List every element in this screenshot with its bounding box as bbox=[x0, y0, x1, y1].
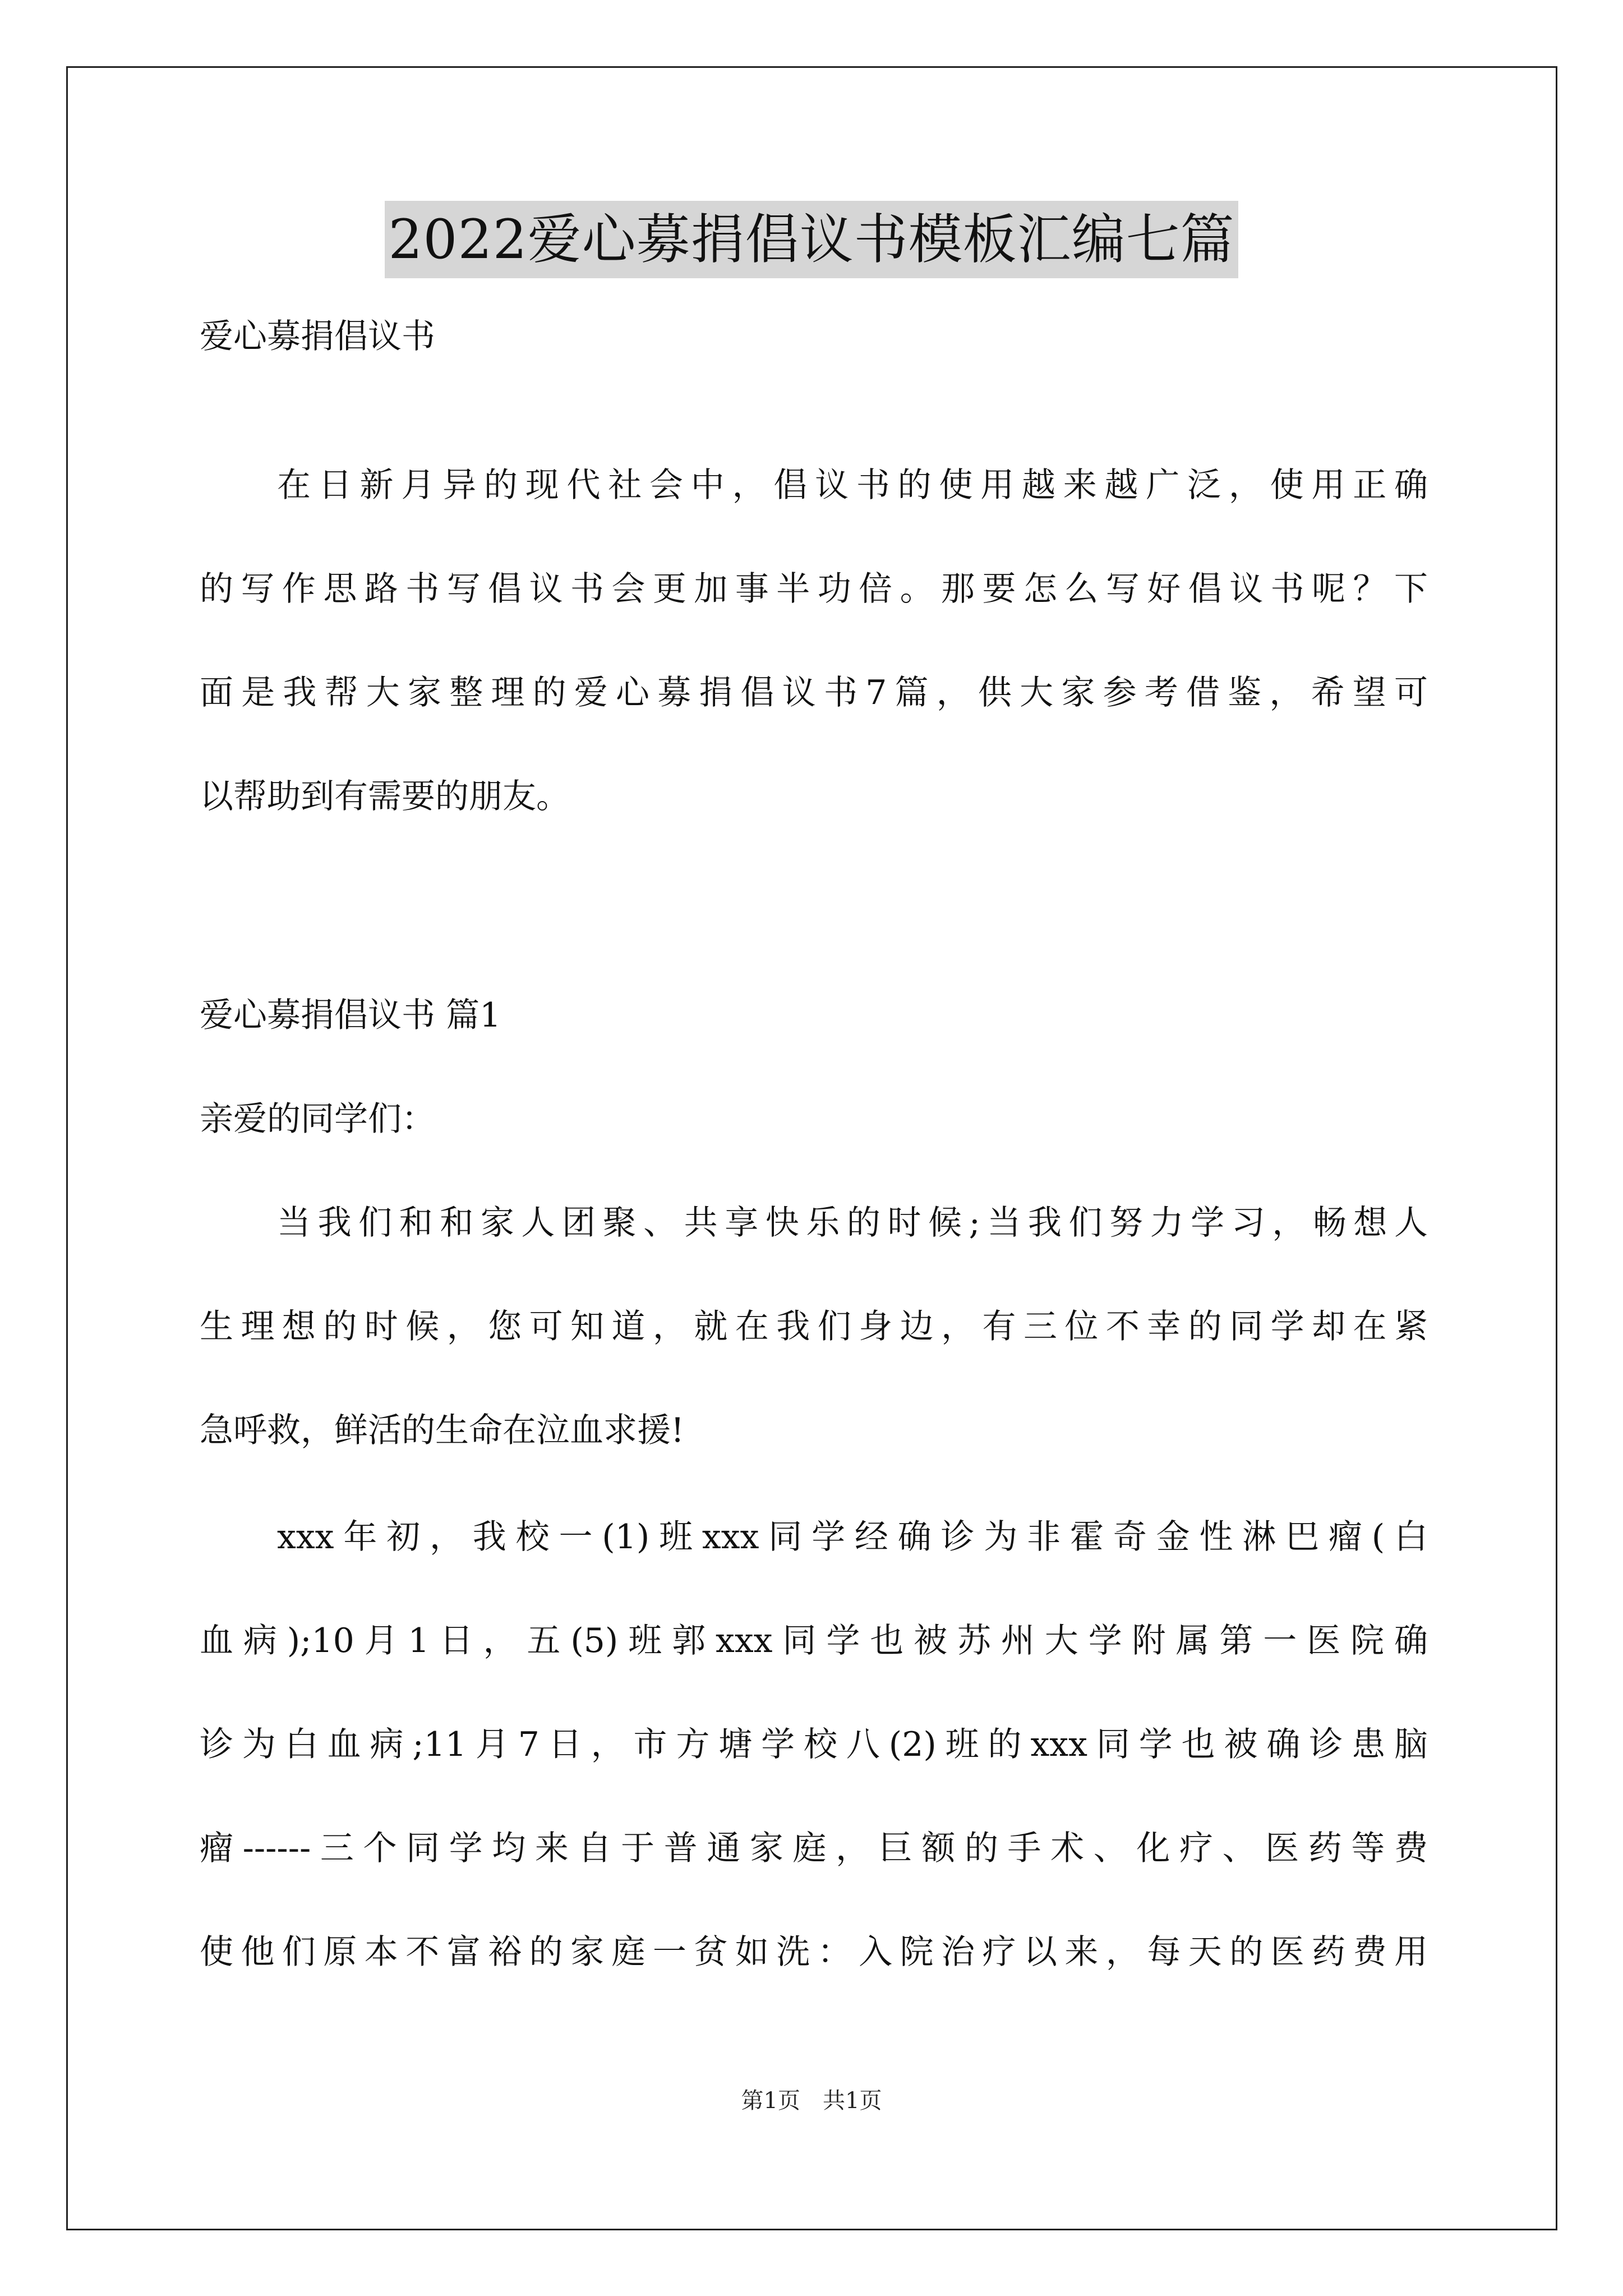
paragraph-line: 生理想的时候，您可知道，就在我们身边，有三位不幸的同学却在紧 bbox=[200, 1307, 1428, 1346]
heading-section-1: 爱心募捐倡议书 篇1 bbox=[200, 996, 501, 1035]
paragraph-line: 面是我帮大家整理的爱心募捐倡议书7篇，供大家参考借鉴，希望可 bbox=[200, 673, 1428, 712]
paragraph-line: xxx年初，我校一(1)班xxx同学经确诊为非霍奇金性淋巴瘤(白 bbox=[277, 1517, 1428, 1557]
paragraph-line: 诊为白血病;11月7日，市方塘学校八(2)班的xxx同学也被确诊患脑 bbox=[200, 1725, 1428, 1764]
page-border bbox=[66, 66, 1557, 2230]
title-container bbox=[0, 201, 1623, 278]
document-title: 2022爱心募捐倡议书模板汇编七篇 bbox=[385, 201, 1238, 278]
salutation: 亲爱的同学们： bbox=[200, 1099, 435, 1139]
paragraph-line: 急呼救，鲜活的生命在泣血求援! bbox=[200, 1411, 685, 1450]
paragraph-line: 使他们原本不富裕的家庭一贫如洗：入院治疗以来，每天的医药费用 bbox=[200, 1932, 1428, 1972]
paragraph-line: 当我们和和家人团聚、共享快乐的时候;当我们努力学习，畅想人 bbox=[277, 1203, 1428, 1243]
paragraph-line: 瘤------三个同学均来自于普通家庭，巨额的手术、化疗、医药等费 bbox=[200, 1829, 1428, 1868]
page-number: 第1页 共1页 bbox=[741, 2088, 882, 2114]
paragraph-line: 以帮助到有需要的朋友。 bbox=[200, 777, 570, 816]
paragraph-line: 血病);10月1日，五(5)班郭xxx同学也被苏州大学附属第一医院确 bbox=[200, 1621, 1428, 1660]
paragraph-line: 的写作思路书写倡议书会更加事半功倍。那要怎么写好倡议书呢？下 bbox=[200, 569, 1428, 609]
paragraph-line: 在日新月异的现代社会中，倡议书的使用越来越广泛，使用正确 bbox=[277, 466, 1428, 505]
heading-intro: 爱心募捐倡议书 bbox=[200, 317, 435, 356]
